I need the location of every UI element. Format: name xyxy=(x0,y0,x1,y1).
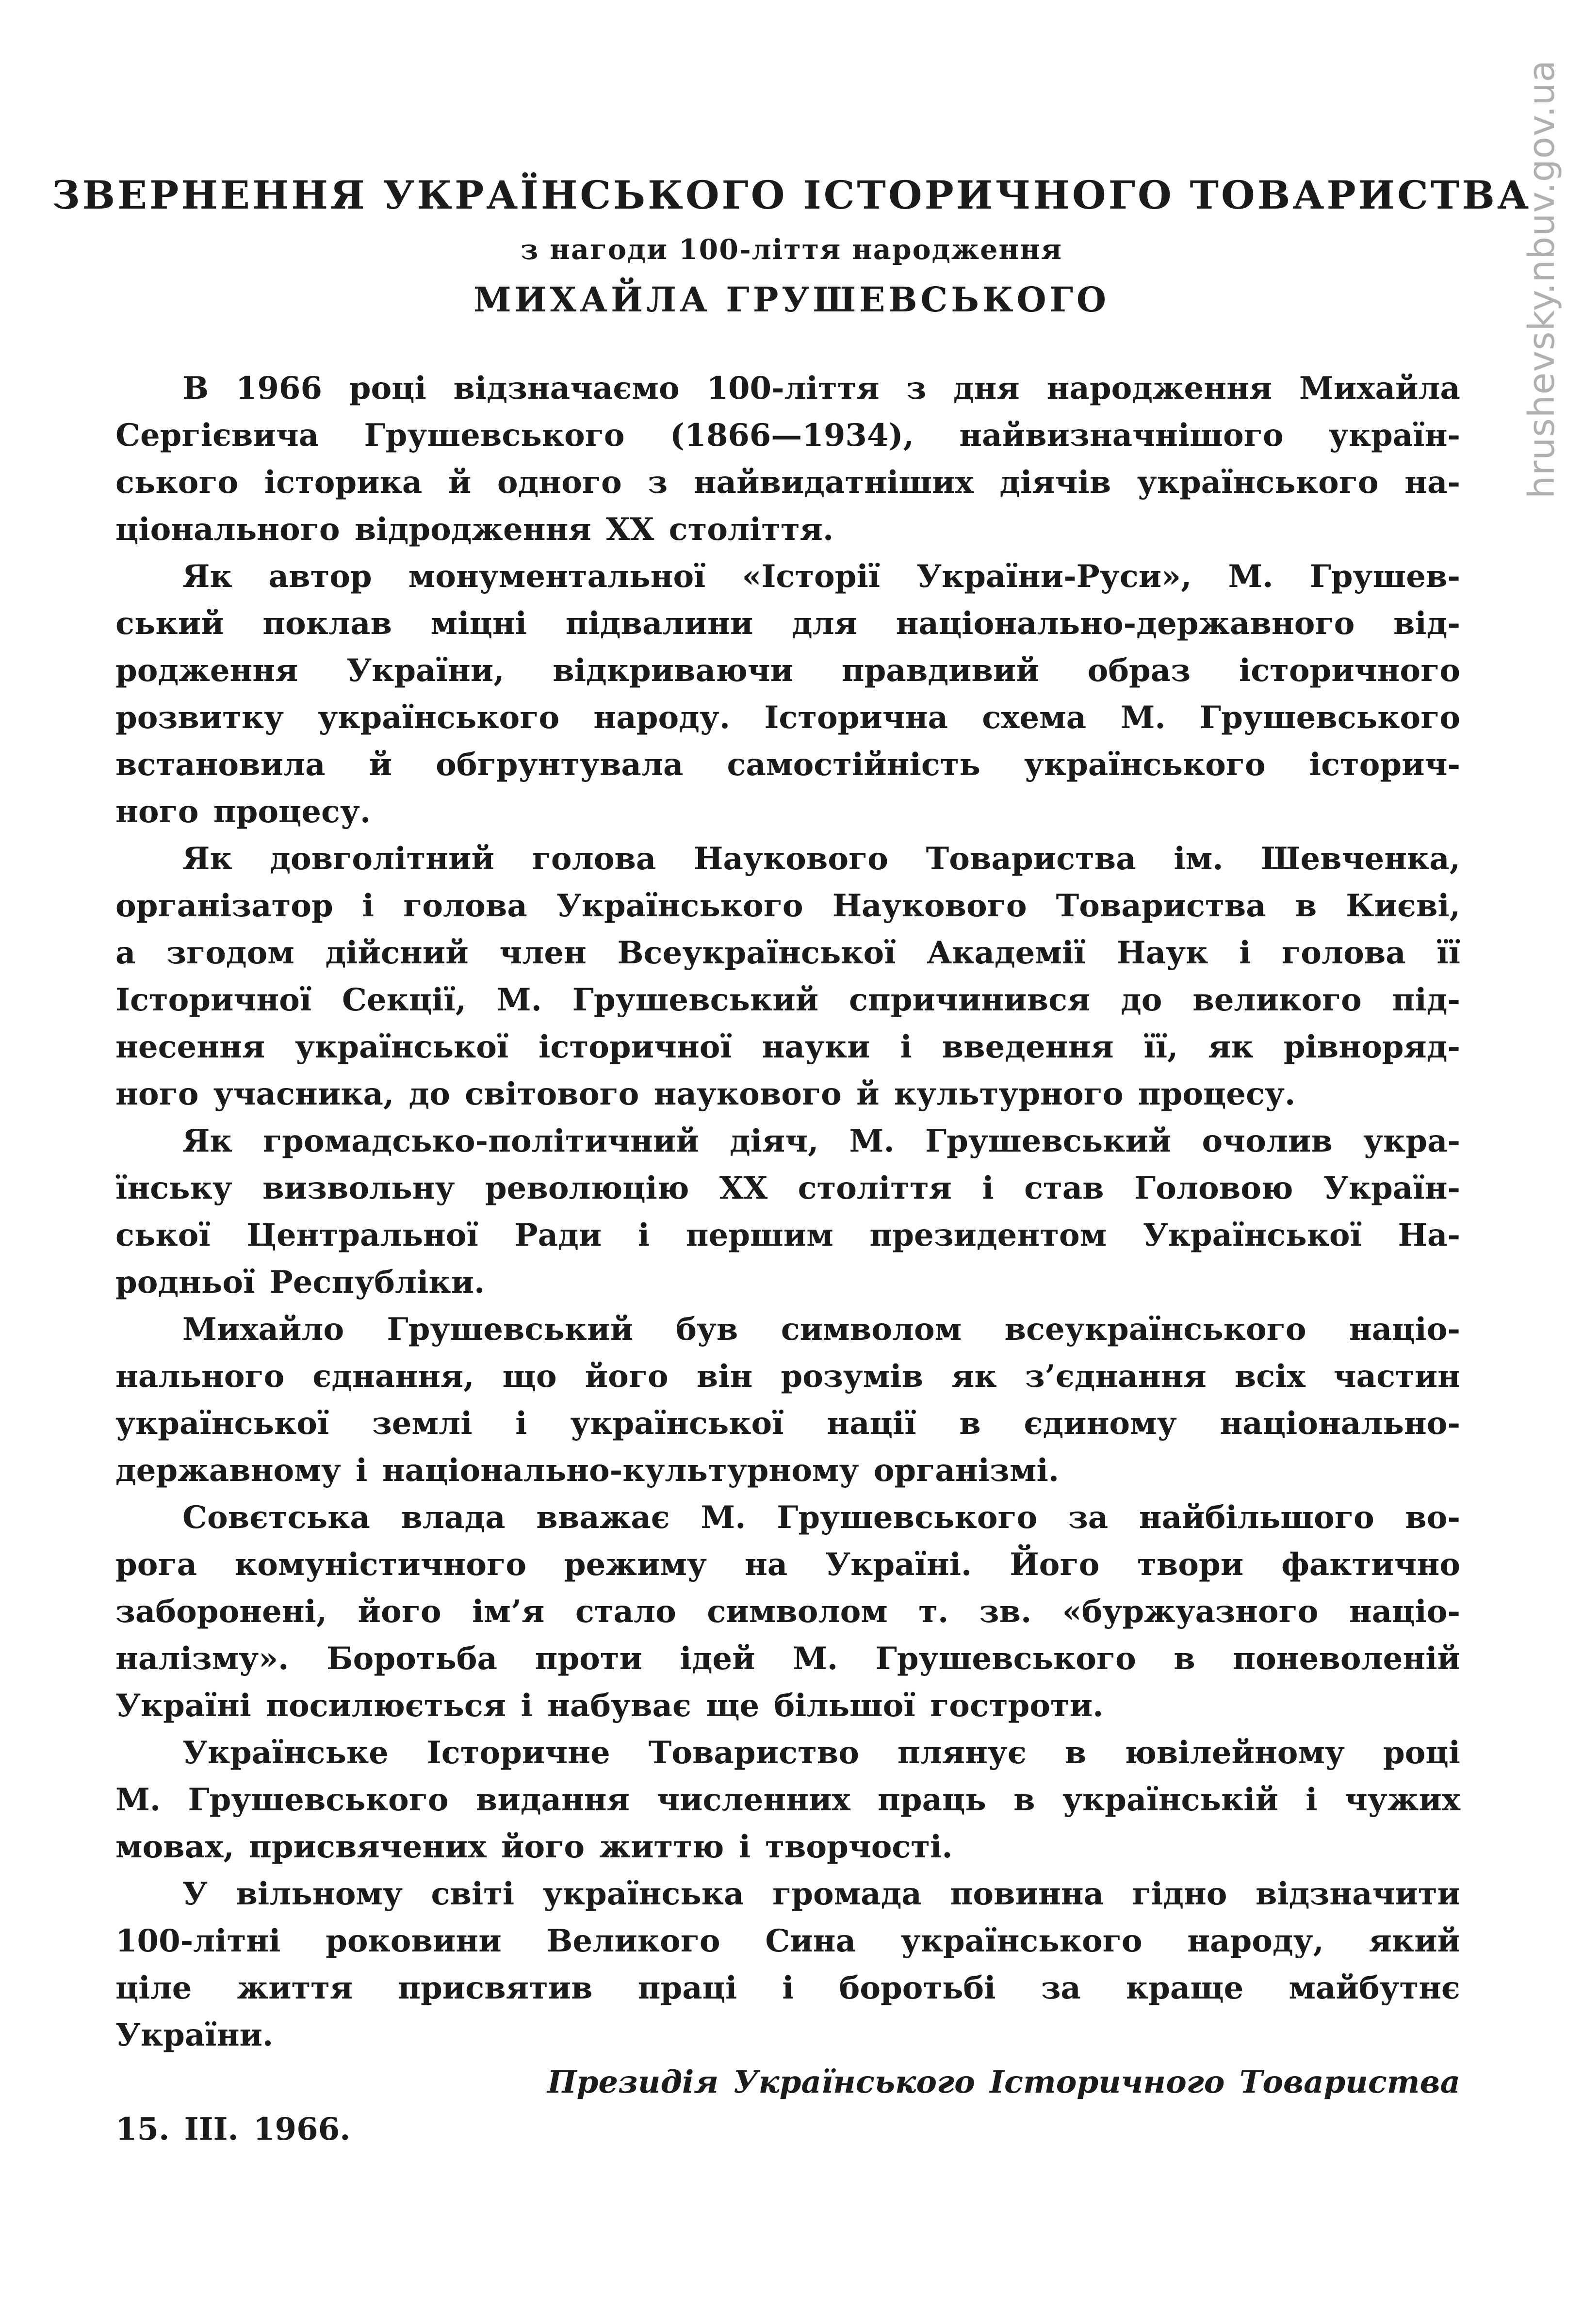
body-line: родження України, відкриваючи правдивий образ історичного xyxy=(115,652,1460,689)
body-line: Як громадсько-політичний діяч, М. Грушевський очолив укра- xyxy=(182,1123,1460,1159)
body-line: організатор і голова Українського Наукового Товариства в Києві, xyxy=(115,888,1460,924)
body-line: розвитку українського народу. Історична схема М. Грушевського xyxy=(115,699,1460,736)
paragraph xyxy=(115,365,1460,553)
body-line: Як довголітний голова Наукового Товариства ім. Шевченка, xyxy=(182,841,1460,877)
paragraph xyxy=(115,1870,1460,2059)
body-line: несення української історичної науки і введення її, як рівноряд- xyxy=(115,1029,1460,1065)
body-line: мовах, присвячених його життю і творчості. xyxy=(115,1829,953,1865)
body-line: налізму». Боротьба проти ідей М. Грушевського в поневоленій xyxy=(115,1641,1460,1677)
body-line: української землі і української нації в єдиному національно- xyxy=(115,1405,1460,1442)
body-line: рога комуністичного режиму на Україні. Його твори фактично xyxy=(115,1546,1460,1583)
body-line: ської Центральної Ради і першим президентом Української На- xyxy=(115,1217,1460,1253)
date-line: 15. III. 1966. xyxy=(115,2111,351,2147)
body-line: ського історика й одного з найвидатніших діячів українського на- xyxy=(115,464,1460,501)
body-line: Українське Історичне Товариство плянує в ювілейному році xyxy=(182,1735,1460,1771)
body-line: а згодом дійсний член Всеукраїнської Академії Наук і голова її xyxy=(115,935,1460,971)
paragraph xyxy=(115,1494,1460,1729)
paragraph xyxy=(115,1306,1460,1494)
body-line: заборонені, його ім’я стало символом т. зв. «буржуазного націо- xyxy=(115,1593,1460,1630)
watermark-vertical-text: hrushevsky.nbuv.gov.ua xyxy=(1521,60,1563,499)
paragraph xyxy=(115,1118,1460,1306)
body-line: їнську визвольну революцію XX століття і став Головою Україн- xyxy=(115,1170,1460,1206)
body-line: ський поклав міцні підвалини для національно-державного від- xyxy=(115,605,1460,642)
body-line: ного учасника, до світового наукового й культурного процесу. xyxy=(115,1076,1296,1112)
body-line: У вільному світі українська громада повинна гідно відзначити xyxy=(182,1876,1460,1912)
body-line: Україні посилюється і набуває ще більшої гостроти. xyxy=(115,1688,1104,1724)
body-line: України. xyxy=(115,2017,274,2053)
paragraph xyxy=(115,553,1460,835)
body-line: Совєтська влада вважає М. Грушевського за найбільшого во- xyxy=(182,1499,1460,1536)
body-line: Сергієвича Грушевського (1866—1934), найвизначнішого україн- xyxy=(115,417,1460,454)
paragraph xyxy=(115,1729,1460,1870)
paragraphs-container xyxy=(115,365,1460,2059)
paragraph xyxy=(115,835,1460,1118)
body-line: нального єднання, що його він розумів як з’єднання всіх частин xyxy=(115,1358,1460,1395)
body-line: В 1966 році відзначаємо 100-ліття з дня народження Михайла xyxy=(182,370,1460,406)
body-line: Історичної Секції, М. Грушевський спричинився до великого під- xyxy=(115,982,1460,1018)
body-line: Як автор монументальної «Історії України-Руси», М. Грушев- xyxy=(182,558,1460,595)
body-line: встановила й обгрунтувала самостійність українського історич- xyxy=(115,747,1460,783)
document-title-line-2: з нагоди 100-ліття народження xyxy=(521,233,1062,266)
body-line: ного процесу. xyxy=(115,794,371,830)
document-title-line-3: МИХАЙЛА ГРУШЕВСЬКОГО xyxy=(473,279,1110,320)
signature-line: Президія Українського Історичного Товариства xyxy=(547,2064,1460,2100)
body-line: ціонального відродження XX століття. xyxy=(115,511,834,548)
body-line: Михайло Грушевський був символом всеукраїнського націо- xyxy=(182,1311,1460,1348)
document-body xyxy=(115,365,1460,2153)
body-line: державному і національно-культурному організмі. xyxy=(115,1452,1060,1489)
document-title-block xyxy=(0,173,1583,318)
document-title-line-1: ЗВЕРНЕННЯ УКРАЇНСЬКОГО ІСТОРИЧНОГО ТОВАРИСТВА xyxy=(51,172,1532,218)
body-line: родньої Республіки. xyxy=(115,1264,485,1300)
body-line: ціле життя присвятив праці і боротьбі за краще майбутнє xyxy=(115,1970,1460,2006)
body-line: 100-літні роковини Великого Сина українського народу, який xyxy=(115,1923,1460,1959)
body-line: М. Грушевського видання численних праць в українській і чужих xyxy=(115,1782,1460,1818)
